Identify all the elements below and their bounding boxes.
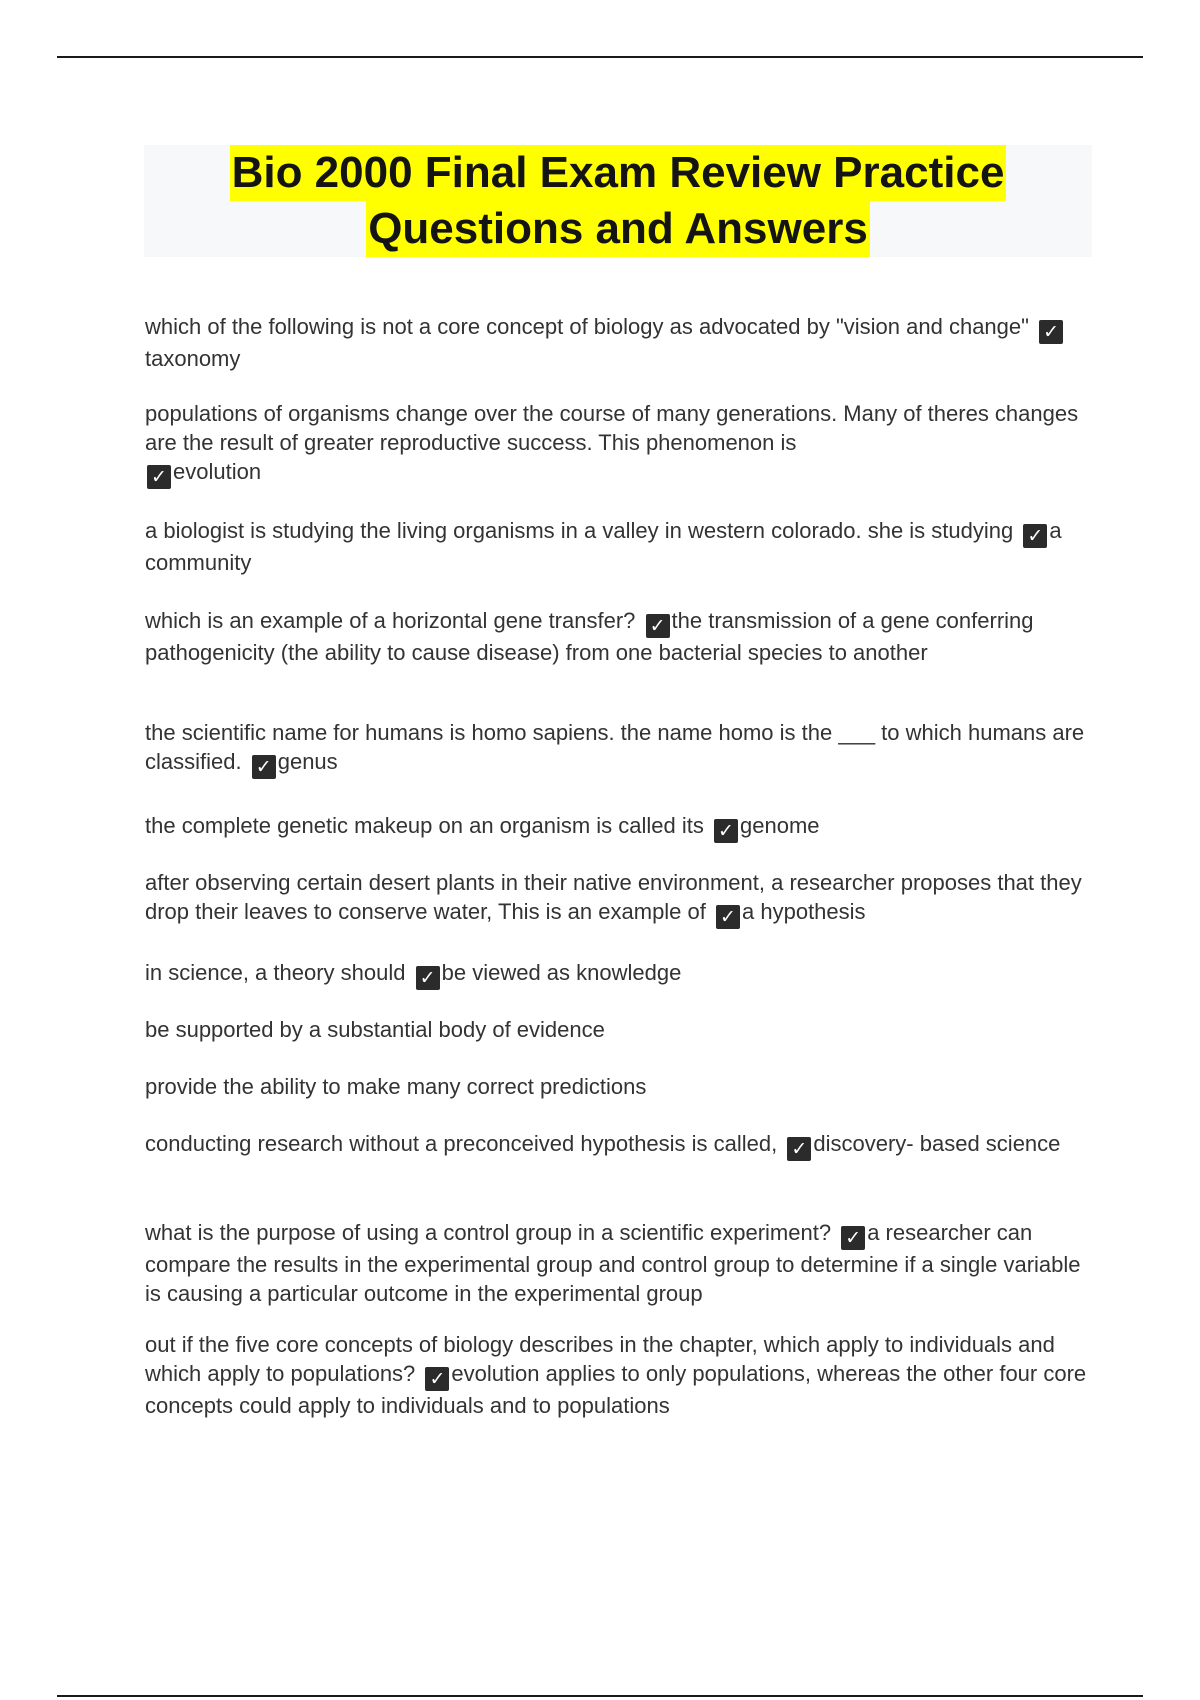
checkmark-box-icon: ✓ (646, 614, 670, 638)
answer-text: genus (277, 749, 338, 774)
qa-item (145, 811, 1095, 843)
checkmark-box-icon: ✓ (1039, 320, 1063, 344)
answer-option-text: be supported by a substantial body of evidence (145, 1017, 605, 1042)
checkmark-box-icon: ✓ (1023, 524, 1047, 548)
answer-text: the transmission of a gene conferring pathogenicity (the ability to cause disease) from one bacterial species to another (145, 608, 1034, 665)
answer-text: taxonomy (145, 346, 241, 371)
qa-item (145, 718, 1095, 779)
qa-item (145, 1129, 1095, 1161)
answer-text: be viewed as knowledge (441, 960, 682, 985)
answer-text: evolution (173, 459, 262, 484)
checkmark-box-icon: ✓ (252, 755, 276, 779)
qa-item (145, 312, 1095, 373)
answer-text: a hypothesis (742, 899, 866, 924)
qa-item (145, 606, 1095, 667)
question-text: the complete genetic makeup on an organism is called its (145, 813, 704, 838)
qa-item (145, 1015, 1095, 1044)
checkmark-box-icon: ✓ (841, 1226, 865, 1250)
question-text: a biologist is studying the living organisms in a valley in western colorado. she is studying (145, 518, 1014, 543)
question-text: the scientific name for humans is homo sapiens. the name homo is the ___ to which humans are classified. (145, 720, 1085, 774)
question-text: in science, a theory should (145, 960, 406, 985)
question-text: which of the following is not a core concept of biology as advocated by "vision and change" (145, 314, 1029, 339)
qa-item (145, 868, 1095, 929)
checkmark-box-icon: ✓ (787, 1137, 811, 1161)
answer-text: a researcher can compare the results in the experimental group and control group to determine if a single variable is causing a particular outcome in the experimental group (145, 1220, 1081, 1306)
question-text: what is the purpose of using a control group in a scientific experiment? (145, 1220, 832, 1245)
checkmark-box-icon: ✓ (716, 905, 740, 929)
bottom-rule (57, 1695, 1143, 1697)
qa-item (145, 1330, 1095, 1420)
checkmark-box-icon: ✓ (425, 1367, 449, 1391)
qa-item (145, 958, 1095, 990)
checkmark-box-icon: ✓ (416, 966, 440, 990)
answer-text: genome (740, 813, 820, 838)
page-title-line-1: Bio 2000 Final Exam Review Practice (230, 145, 1007, 201)
qa-item (145, 399, 1095, 489)
checkmark-box-icon: ✓ (147, 465, 171, 489)
question-text: after observing certain desert plants in their native environment, a researcher proposes that they drop their leaves to conserve water, This is an example of (145, 870, 1082, 924)
answer-text: discovery- based science (813, 1131, 1061, 1156)
question-text: populations of organisms change over the course of many generations. Many of theres changes are the result of greater reproductive success. This phenomenon is (145, 401, 1079, 455)
answer-option-text: provide the ability to make many correct predictions (145, 1074, 647, 1099)
title-block (144, 145, 1092, 257)
answer-text: a community (145, 518, 1062, 575)
checkmark-box-icon: ✓ (714, 819, 738, 843)
question-text: conducting research without a preconceived hypothesis is called, (145, 1131, 778, 1156)
answer-text: evolution applies to only populations, whereas the other four core concepts could apply to individuals and to populations (145, 1361, 1087, 1418)
question-text: which is an example of a horizontal gene transfer? (145, 608, 636, 633)
question-text: out if the five core concepts of biology describes in the chapter, which apply to individuals and which apply to populations? (145, 1332, 1055, 1386)
qa-item (145, 1072, 1095, 1101)
top-rule (57, 56, 1143, 58)
page-title-line-2: Questions and Answers (366, 201, 870, 257)
qa-item (145, 516, 1095, 577)
qa-item (145, 1218, 1095, 1308)
